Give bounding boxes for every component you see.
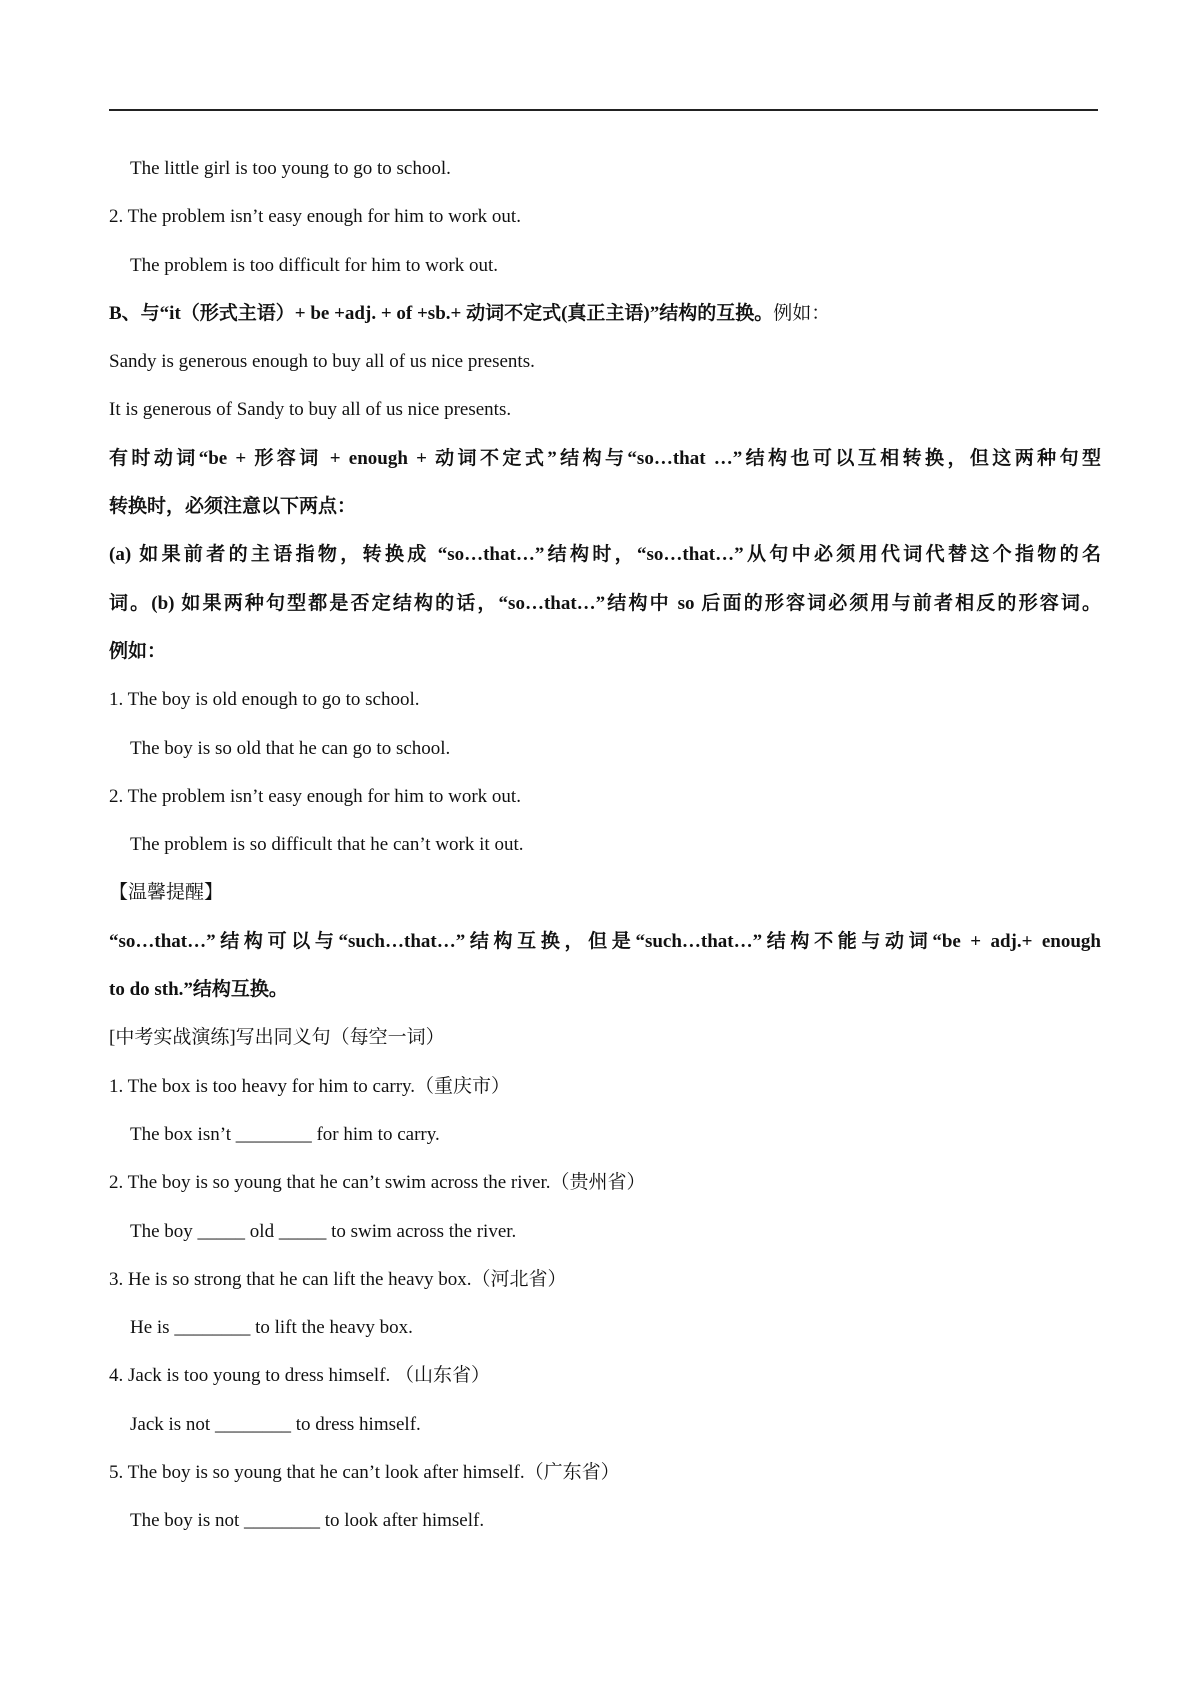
rule-paragraph-line: (a) 如果前者的主语指物，转换成 “so…that…”结构时，“so…that…”从句中必须用代词代替这个指物的名: [109, 544, 1101, 566]
example-sentence: The boy is so old that he can go to school.: [130, 737, 451, 759]
numbered-example: 2. The problem isn’t easy enough for him to work out.: [109, 785, 521, 807]
reminder-line: “so…that…”结构可以与“such…that…”结构互换，但是“such…that…”结构不能与动词“be + adj.+ enough: [109, 930, 1101, 952]
exercise-question: 1. The box is too heavy for him to carry.（重庆市）: [109, 1075, 511, 1097]
rule-paragraph-line: 例如：: [109, 640, 167, 662]
exercise-heading: [中考实战演练]写出同义句（每空一词）: [109, 1027, 445, 1049]
reminder-heading: 【温馨提醒】: [109, 882, 224, 904]
exercise-answer-line: Jack is not ________ to dress himself.: [130, 1413, 421, 1435]
exercise-answer-line: He is ________ to lift the heavy box.: [130, 1317, 413, 1339]
rule-paragraph-line: 词。(b) 如果两种句型都是否定结构的话，“so…that…”结构中 so 后面的形容词必须用与前者相反的形容词。: [109, 592, 1101, 614]
rule-paragraph-line: 转换时，必须注意以下两点：: [109, 496, 357, 518]
exercise-question: 4. Jack is too young to dress himself. （山东省）: [109, 1365, 491, 1387]
section-heading-b: [109, 290, 1101, 338]
example-sentence: Sandy is generous enough to buy all of us nice presents.: [109, 351, 535, 373]
example-sentence: It is generous of Sandy to buy all of us nice presents.: [109, 399, 512, 421]
rule-paragraph-line: 有时动词“be + 形容词 + enough + 动词不定式”结构与“so…that …”结构也可以互相转换，但这两种句型: [109, 447, 1101, 469]
exercise-answer-line: The boy is not ________ to look after himself.: [130, 1510, 485, 1532]
exercise-question: 3. He is so strong that he can lift the heavy box.（河北省）: [109, 1268, 567, 1290]
section-heading-b-text: B、与“it（形式主语）+ be +adj. + of +sb.+ 动词不定式(真正主语)”结构的互换。: [109, 302, 774, 324]
document-body: [109, 145, 1101, 1546]
exercise-question: 2. The boy is so young that he can’t swim across the river.（贵州省）: [109, 1172, 646, 1194]
exercise-answer-line: The box isn’t ________ for him to carry.: [130, 1123, 440, 1145]
example-sentence: The problem is so difficult that he can’t work it out.: [130, 834, 524, 856]
numbered-example: 2. The problem isn’t easy enough for him to work out.: [109, 206, 521, 228]
header-rule: [109, 109, 1098, 111]
numbered-example: 1. The boy is old enough to go to school.: [109, 689, 420, 711]
example-sentence: The little girl is too young to go to school.: [130, 158, 451, 179]
example-sentence: The problem is too difficult for him to work out.: [130, 254, 498, 276]
reminder-line: to do sth.”结构互换。: [109, 979, 288, 1001]
exercise-answer-line: The boy _____ old _____ to swim across the river.: [130, 1220, 517, 1242]
section-heading-b-suffix: 例如：: [773, 302, 831, 324]
exercise-question: 5. The boy is so young that he can’t look after himself.（广东省）: [109, 1462, 620, 1484]
